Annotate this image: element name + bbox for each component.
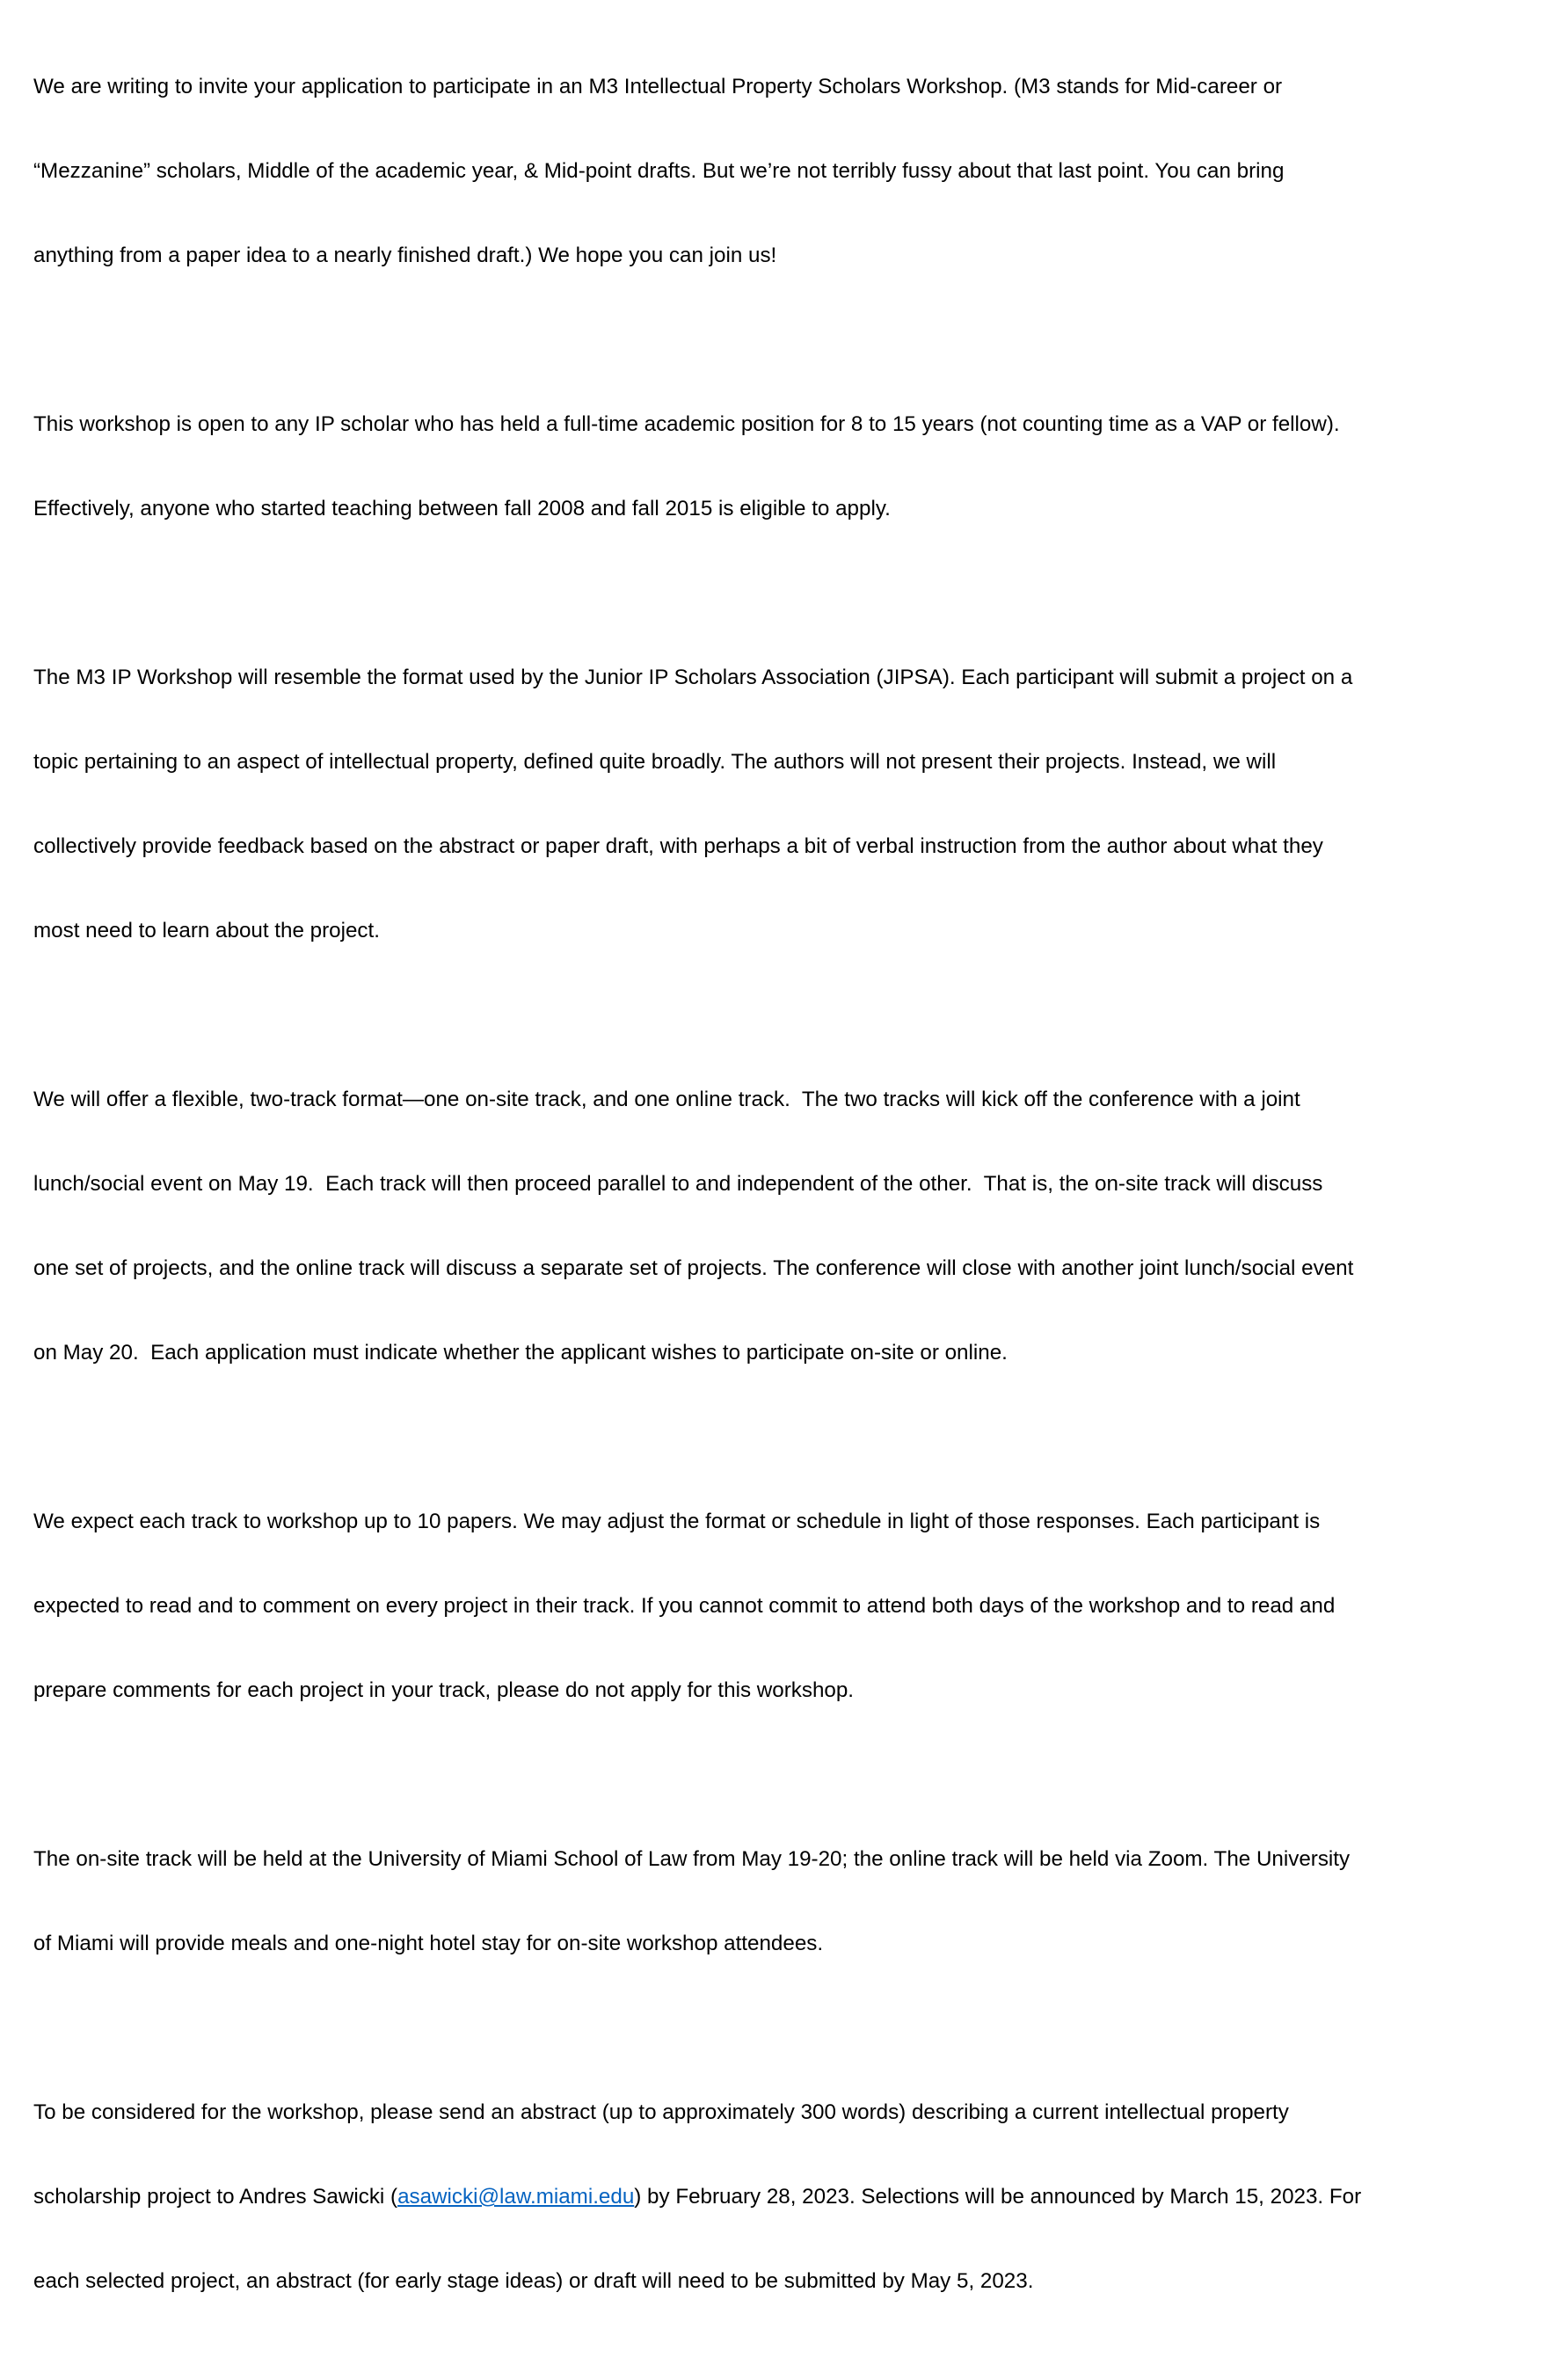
text-line: topic pertaining to an aspect of intellectual property, defined quite broadly. The authors will not present their projects. Instead, we will: [33, 750, 1277, 774]
text-line: each selected project, an abstract (for early stage ideas) or draft will need to be submitted by May 5, 2023.: [33, 2269, 1034, 2293]
paragraph-invitation: [33, 17, 1551, 326]
text-line: expected to read and to comment on every project in their track. If you cannot commit to attend both days of the workshop and to read and: [33, 1594, 1336, 1618]
email-link[interactable]: asawicki@law.miami.edu: [397, 2185, 635, 2209]
paragraph-location: [33, 1789, 1551, 2014]
text-line: The on-site track will be held at the University of Miami School of Law from May 19-20; the online track will be held via Zoom. The University: [33, 1847, 1351, 1871]
text-line: one set of projects, and the online track will discuss a separate set of projects. The conference will close with another joint lunch/social event: [33, 1256, 1354, 1280]
paragraph-format: [33, 608, 1551, 1001]
text-line: “Mezzanine” scholars, Middle of the academic year, & Mid-point drafts. But we’re not terribly fussy about that last point. You can bring: [33, 159, 1285, 183]
text-line: on May 20. Each application must indicate whether the applicant wishes to participate on-site or online.: [33, 1341, 1008, 1365]
paragraph-expectations: [33, 1452, 1551, 1761]
text-line: collectively provide feedback based on the abstract or paper draft, with perhaps a bit of verbal instruction from the author about what they: [33, 834, 1323, 858]
text-line: Effectively, anyone who started teaching between fall 2008 and fall 2015 is eligible to apply.: [33, 497, 891, 520]
text-line: prepare comments for each project in your track, please do not apply for this workshop.: [33, 1678, 855, 1702]
document-body: [33, 17, 1551, 2380]
text-line: We expect each track to workshop up to 10 papers. We may adjust the format or schedule in light of those responses. Each participant is: [33, 1510, 1321, 1533]
paragraph-submission: [33, 2042, 1551, 2352]
paragraph-eligibility: [33, 354, 1551, 579]
text-line: To be considered for the workshop, please send an abstract (up to approximately 300 words) describing a current intellectual property: [33, 2100, 1289, 2124]
text-line: lunch/social event on May 19. Each track will then proceed parallel to and independent of the other. That is, the on-site track will discuss: [33, 1172, 1323, 1196]
text-segment: ) by February 28, 2023. Selections will be announced by March 15, 2023. For: [634, 2185, 1362, 2209]
text-line: We are writing to invite your application to participate in an M3 Intellectual Property Scholars Workshop. (M3 stands for Mid-career or: [33, 75, 1283, 98]
text-line: The M3 IP Workshop will resemble the format used by the Junior IP Scholars Association (JIPSA). Each participant will submit a project on a: [33, 666, 1353, 689]
text-line: of Miami will provide meals and one-night hotel stay for on-site workshop attendees.: [33, 1932, 824, 1955]
paragraph-two-track: [33, 1030, 1551, 1423]
text-line: This workshop is open to any IP scholar who has held a full-time academic position for 8 to 15 years (not counting time as a VAP or fellow).: [33, 412, 1340, 436]
text-line: [33, 2183, 1551, 2211]
text-segment: scholarship project to Andres Sawicki (: [33, 2185, 398, 2209]
text-line: anything from a paper idea to a nearly finished draft.) We hope you can join us!: [33, 244, 777, 267]
text-line: We will offer a flexible, two-track format—one on-site track, and one online track. The two tracks will kick off the conference with a joint: [33, 1088, 1300, 1111]
text-line: most need to learn about the project.: [33, 919, 380, 943]
